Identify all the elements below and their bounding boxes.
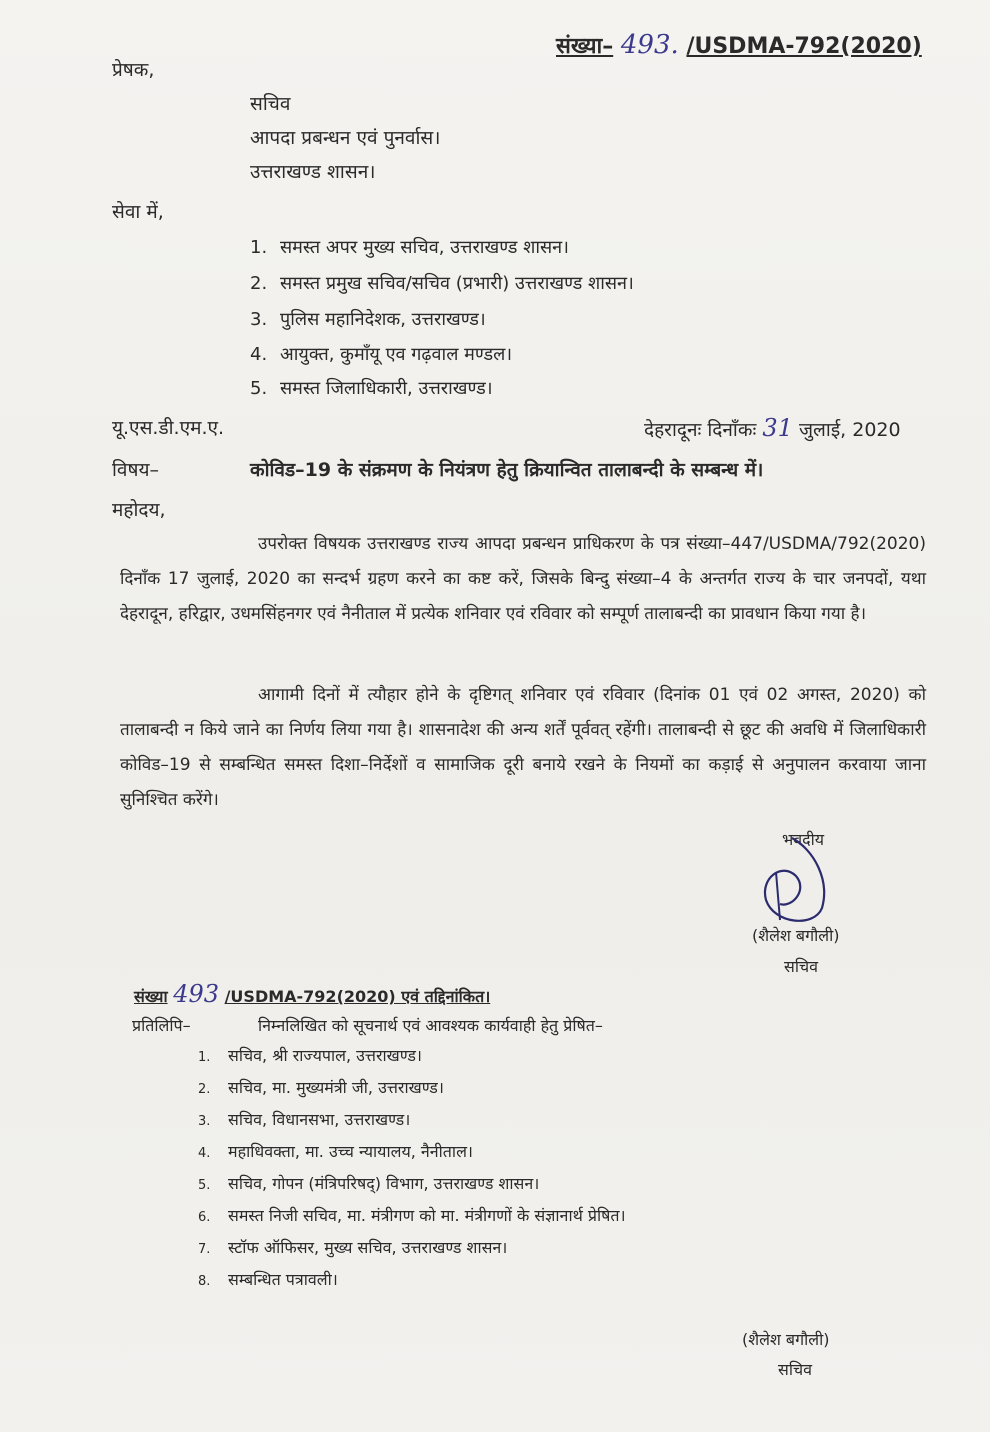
handwritten-reference-number: 493. <box>620 30 679 60</box>
recipient-item: 1. समस्त अपर मुख्य सचिव, उत्तराखण्ड शासन। <box>250 237 569 258</box>
letter-date: देहरादूनः दिनाँकः 31 जुलाई, 2020 <box>644 414 901 442</box>
subject-text: कोविड–19 के संक्रमण के नियंत्रण हेतु क्रियान्वित तालाबन्दी के सम्बन्ध में। <box>250 459 764 481</box>
recipient-item: 5. समस्त जिलाधिकारी, उत्तराखण्ड। <box>250 378 493 399</box>
recipient-item: 3. पुलिस महानिदेशक, उत्तराखण्ड। <box>250 309 486 330</box>
sender-line-2: आपदा प्रबन्धन एवं पुनर्वास। <box>250 127 441 149</box>
body-paragraph-2: आगामी दिनों में त्यौहार होने के दृष्टिगत् शनिवार एवं रविवार (दिनांक 01 एवं 02 अगस्त, 2020) को तालाबन्दी न किये जाने का निर्णय लिया गया है। शासनादेश की अन्य शर्तें पूर्ववत् रहेंगी। तालाबन्दी से छूट की अवधि में जिलाधिकारी कोविड–19 से सम्बन्धित समस्त दिशा–निर्देशों व सामाजिक दूरी बनाये रखने के नियमों का कड़ाई से अनुपालन करवाया जाना सुनिश्चित करेंगे। <box>120 685 926 810</box>
recipient-item: 4. आयुक्त, कुमाँयू एव गढ़वाल मण्डल। <box>250 344 513 365</box>
signatory-title: सचिव <box>784 957 819 976</box>
signature-mark <box>752 820 872 930</box>
handwritten-date-day: 31 <box>762 414 793 442</box>
signatory-name: (शैलेश बगौली) <box>752 926 840 945</box>
salutation: महोदय, <box>112 499 166 521</box>
copy-intro: निम्नलिखित को सूचनार्थ एवं आवश्यक कार्यवाही हेतु प्रेषित– <box>258 1016 603 1035</box>
department-code: यू.एस.डी.एम.ए. <box>112 417 225 439</box>
copy-item: 4. महाधिवक्ता, मा. उच्च न्यायालय, नैनीताल। <box>198 1142 473 1161</box>
reference-suffix: /USDMA-792(2020) <box>686 34 922 59</box>
copy-reference: संख्या 493 /USDMA-792(2020) एवं तद्दिनांकित। <box>134 980 491 1008</box>
sender-label: प्रेषक, <box>112 59 155 81</box>
handwritten-copy-number: 493 <box>173 980 219 1008</box>
copy-item: 1. सचिव, श्री राज्यपाल, उत्तराखण्ड। <box>198 1046 422 1065</box>
copy-signatory-name: (शैलेश बगौली) <box>742 1330 830 1349</box>
copy-item: 3. सचिव, विधानसभा, उत्तराखण्ड। <box>198 1110 411 1129</box>
subject-label: विषय– <box>112 459 159 481</box>
copy-item: 2. सचिव, मा. मुख्यमंत्री जी, उत्तराखण्ड। <box>198 1078 444 1097</box>
reference-number <box>556 30 922 60</box>
sender-line-3: उत्तराखण्ड शासन। <box>250 161 376 183</box>
copy-item: 7. स्टॉफ ऑफिसर, मुख्य सचिव, उत्तराखण्ड शासन। <box>198 1238 508 1257</box>
copy-item: 8. सम्बन्धित पत्रावली। <box>198 1270 338 1289</box>
closing-text: भवदीय <box>782 830 825 849</box>
body-paragraph-1: उपरोक्त विषयक उत्तराखण्ड राज्य आपदा प्रबन्धन प्राधिकरण के पत्र संख्या–447/USDMA/792(2020) दिनाँक 17 जुलाई, 2020 का सन्दर्भ ग्रहण करने का कष्ट करें, जिसके बिन्दु संख्या–4 के अन्तर्गत राज्य के चार जनपदों, यथा देहरादून, हरिद्वार, उधमसिंहनगर एवं नैनीताल में प्रत्येक शनिवार एवं रविवार को सम्पूर्ण तालाबन्दी का प्रावधान किया गया है। <box>120 534 926 624</box>
sender-line-1: सचिव <box>250 93 291 115</box>
copy-signatory-title: सचिव <box>778 1360 813 1379</box>
recipient-item: 2. समस्त प्रमुख सचिव/सचिव (प्रभारी) उत्तराखण्ड शासन। <box>250 273 634 294</box>
copy-item: 6. समस्त निजी सचिव, मा. मंत्रीगण को मा. मंत्रीगणों के संज्ञानार्थ प्रेषित। <box>198 1206 626 1225</box>
recipients-label: सेवा में, <box>112 201 164 223</box>
copy-label: प्रतिलिपि– <box>132 1016 191 1035</box>
reference-label: संख्या– <box>556 34 614 59</box>
copy-item: 5. सचिव, गोपन (मंत्रिपरिषद्) विभाग, उत्तराखण्ड शासन। <box>198 1174 540 1193</box>
